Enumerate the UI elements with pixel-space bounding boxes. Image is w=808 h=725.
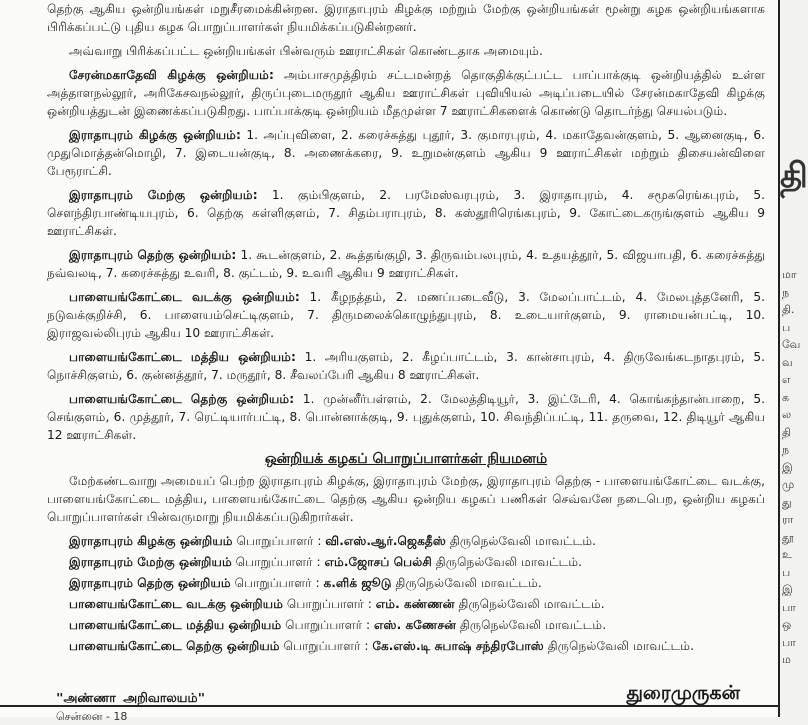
appointment-role: பொறுப்பாளர் : <box>281 618 375 632</box>
appointment-row <box>47 595 765 613</box>
intro-note: அவ்வாறு பிரிக்கப்பட்ட ஒன்றியங்கள் பின்வரும் ஊராட்சிகள் கொண்டதாக அமையும். <box>69 44 543 58</box>
document-body <box>47 0 765 658</box>
appointment-row <box>47 637 765 655</box>
appointment-person: கே.எஸ்.டி சுபாஷ் சந்திரபோஸ் <box>372 639 544 653</box>
union-villages: அம்பாசமுத்திரம் சட்டமன்றத் தொகுதிக்குட்பட்ட பாப்பாக்குடி ஒன்றியத்தில் உள்ள அத்தாளநல்லூர், அரிகேசவநல்லூர், திருப்புடைமருதூர் ஆகிய ஊராட்சிகள் புவியியல் அடிப்படையில் சேரன்மகாதேவி கிழக்கு ஒன்றியத்துடன் இணைக்கப்படுகிறது. பாப்பாக்குடி ஒன்றியம் மீதமுள்ள 7 ஊராட்சிகளைக் கொண்டு தொடர்ந்து செயல்படும். <box>47 68 765 118</box>
appointment-role: பொறுப்பாளர் : <box>279 639 373 653</box>
adjacent-line-fragment: ப <box>782 320 791 334</box>
appointment-role: பொறுப்பாளர் : <box>230 576 324 590</box>
appointment-union: பாளையங்கோட்டை தெற்கு ஒன்றியம் <box>69 639 280 653</box>
adjacent-line-fragment: க <box>782 390 790 404</box>
adjacent-column-fragment <box>780 0 808 717</box>
adjacent-line-fragment: ப <box>782 565 791 579</box>
appointment-district: திருநெல்வேலி மாவட்டம். <box>391 576 542 590</box>
appointment-union: பாளையங்கோட்டை மத்திய ஒன்றியம் <box>69 618 282 632</box>
appointment-row <box>47 553 765 571</box>
adjacent-line-fragment: பா <box>782 635 796 649</box>
appointment-person: எஸ். கணேசன் <box>374 618 457 632</box>
union-palayamkottai-south <box>47 390 765 444</box>
appointment-row <box>47 574 765 592</box>
appointments-intro: மேற்கண்டவாறு அமையப் பெற்ற இராதாபுரம் கிழக்கு, இராதாபுரம் மேற்கு, இராதாபுரம் தெற்கு - பாளையங்கோட்டை வடக்கு, பாளையங்கோட்டை மத்திய, பாளையங்கோட்டை தெற்கு ஆகிய ஒன்றிய கழகப் பணிகள் செவ்வனே நடைபெற, ஒன்றிய கழகப் பொறுப்பாளர்கள் பின்வருமாறு நியமிக்கப்படுகிறார்கள். <box>47 474 765 524</box>
adjacent-line-fragment: இ <box>782 583 793 596</box>
appointment-district: திருநெல்வேலி மாவட்டம். <box>456 618 607 632</box>
adjacent-line-fragment: வே <box>782 338 801 351</box>
appointments-heading: ஒன்றியக் கழகப் பொறுப்பாளர்கள் நியமனம் <box>264 451 548 467</box>
union-radhapuram-south <box>47 246 765 282</box>
appointment-role: பொறுப்பாளர் : <box>283 597 376 611</box>
appointment-district: திருநெல்வேலி மாவட்டம். <box>543 639 694 653</box>
appointment-row <box>47 532 765 550</box>
union-name: பாளையங்கோட்டை மத்திய ஒன்றியம்: <box>69 350 296 364</box>
union-name: பாளையங்கோட்டை தெற்கு ஒன்றியம்: <box>69 392 295 406</box>
union-name: இராதாபுரம் கிழக்கு ஒன்றியம்: <box>69 128 241 142</box>
adjacent-line-fragment: பா <box>782 600 796 614</box>
union-villages: 1. கூடன்குளம், 2. கூத்தங்குழி, 3. திருவம்பலபுரம், 4. உதயத்தூர், 5. விஜயாபதி, 6. கரைச்சுத்து நவ்வலடி, 7. கரைச்சுத்து உவரி, 8. குட்டம், 9. உவரி ஆகிய 9 ஊராட்சிகள். <box>47 248 765 280</box>
appointment-person: எம். கண்ணன் <box>375 597 455 611</box>
union-villages: 1. முன்னீர்பள்ளம், 2. மேலத்திடியூர், 3. இட்டேரி, 4. கொங்கந்தான்பாறை, 5. செங்குளம், 6. முத்தூர், 7. ரெட்டியார்பட்டி, 8. பொன்னாக்குடி, 9. புதுக்குளம், 10. சிவந்திப்பட்டி, 11. தருவை, 12. திடியூர் ஆகிய 12 ஊராட்சிகள். <box>47 392 765 442</box>
appointment-person: எம்.ஜோசப் பெல்சி <box>324 555 432 569</box>
footer-city: சென்னை - 18 <box>56 710 128 723</box>
union-villages: 1. கீழநத்தம், 2. மணப்படைவீடு, 3. மேலப்பாட்டம், 4. மேலபுத்தனேரி, 5. நடுவக்குறிச்சி, 6. பாளையம்செட்டிகுளம், 7. திருமலைக்கொழுந்துபுரம், 8. உடையார்குளம், 9. ராமையன்பட்டி, 10. இராஜவல்லிபுரம் ஆகிய 10 ஊராட்சிகள். <box>47 290 765 340</box>
adjacent-line-fragment: இ <box>782 460 793 474</box>
appointment-row <box>47 616 765 634</box>
adjacent-line-fragment: மா <box>782 268 797 281</box>
adjacent-line-fragment: வ <box>782 355 793 369</box>
adjacent-line-fragment: ரா <box>782 513 794 526</box>
adjacent-line-fragment: மு <box>782 478 795 491</box>
appointment-district: திருநெல்வேலி மாவட்டம். <box>445 534 597 548</box>
union-villages: 1. அப்புவிளை, 2. கரைச்சுத்து புதூர், 3. குமாரபுரம், 4. மகாதேவன்குளம், 5. ஆனைகுடி, 6. முதுமொத்தன்மொழி, 7. இடையன்குடி, 8. அணைக்கரை, 9. உறுமன்குளம் ஆகிய 9 ஊராட்சிகள் மற்றும் திசையன்விளை பேரூராட்சி. <box>47 128 765 178</box>
union-name: பாளையங்கோட்டை வடக்கு ஒன்றியம்: <box>69 290 300 304</box>
adjacent-heading-fragment: தி <box>780 156 808 196</box>
appointment-district: திருநெல்வேலி மாவட்டம். <box>431 555 583 569</box>
adjacent-line-fragment: ம <box>782 653 791 666</box>
adjacent-line-fragment: ந <box>782 285 790 299</box>
adjacent-line-fragment: தி. <box>782 303 795 316</box>
union-name: இராதாபுரம் தெற்கு ஒன்றியம்: <box>69 248 237 262</box>
appointment-role: பொறுப்பாளர் : <box>232 534 326 548</box>
union-villages: 1. கும்பிகுளம், 2. பரமேஸ்வரபுரம், 3. இராதாபுரம், 4. சமூகரெங்கபுரம், 5. சௌந்திரபாண்டியபுரம், 6. தெற்கு கள்ளிகுளம், 7. சிதம்பராபுரம், 8. கஸ்தூரிரெங்கபுரம், 9. கோட்டைகருங்குளம் ஆகிய 9 ஊராட்சிகள். <box>47 188 765 238</box>
intro-paragraph: தெற்கு ஆகிய ஒன்றியங்கள் மறுசீரமைக்கின்றன. இராதாபுரம் கிழக்கு மற்றும் மேற்கு ஒன்றியங்கள் மூன்று கழக ஒன்றியங்களாக பிரிக்கப்பட்டு புதிய கழக பொறுப்பாளர்கள் நியமிக்கப்படுகின்றனர். <box>47 2 765 34</box>
adjacent-line-fragment: ஒ <box>782 618 792 631</box>
footer-address: "அண்ணா அறிவாலயம்" <box>56 690 206 705</box>
appointment-union: பாளையங்கோட்டை வடக்கு ஒன்றியம் <box>69 597 284 611</box>
appointment-district: திருநெல்வேலி மாவட்டம். <box>454 597 605 611</box>
adjacent-line-fragment: தி <box>782 425 792 439</box>
union-name: இராதாபுரம் மேற்கு ஒன்றியம்: <box>69 188 258 202</box>
appointment-person: க.ளிக் ஜூடு <box>323 576 392 590</box>
appointment-person: வி.எஸ்.ஆர்.ஜெகதீஸ் <box>325 534 446 548</box>
adjacent-line-fragment: உ <box>782 548 792 561</box>
adjacent-line-fragment: எ <box>782 373 791 386</box>
union-radhapuram-west <box>47 186 765 240</box>
adjacent-line-fragment: ல <box>782 408 792 421</box>
union-name: சேரன்மகாதேவி கிழக்கு ஒன்றியம்: <box>69 68 274 82</box>
appointment-union: இராதாபுரம் கிழக்கு ஒன்றியம் <box>69 534 233 548</box>
adjacent-line-fragment: து <box>782 495 792 509</box>
appointment-union: இராதாபுரம் தெற்கு ஒன்றியம் <box>69 576 231 590</box>
union-palayamkottai-north <box>47 288 765 342</box>
adjacent-line-fragment: தூ <box>782 530 794 544</box>
union-villages: 1. அரியகுளம், 2. கீழப்பாட்டம், 3. கான்சாபுரம், 4. திருவேங்கடநாதபுரம், 5. நொச்சிகுளம், 6. குன்னத்தூர், 7. மருதூர், 8. சீவலப்பேரி ஆகிய 8 ஊராட்சிகள். <box>47 350 765 382</box>
appointment-role: பொறுப்பாளர் : <box>231 555 325 569</box>
union-palayamkottai-central <box>47 348 765 384</box>
union-radhapuram-east <box>47 126 765 180</box>
appointment-union: இராதாபுரம் மேற்கு ஒன்றியம் <box>69 555 232 569</box>
signatory-name: துரைமுருகன் <box>626 682 740 704</box>
adjacent-line-fragment: ந <box>782 443 790 456</box>
adjacent-text-fragments <box>782 266 800 669</box>
union-cheranmahadevi-east <box>47 66 765 120</box>
